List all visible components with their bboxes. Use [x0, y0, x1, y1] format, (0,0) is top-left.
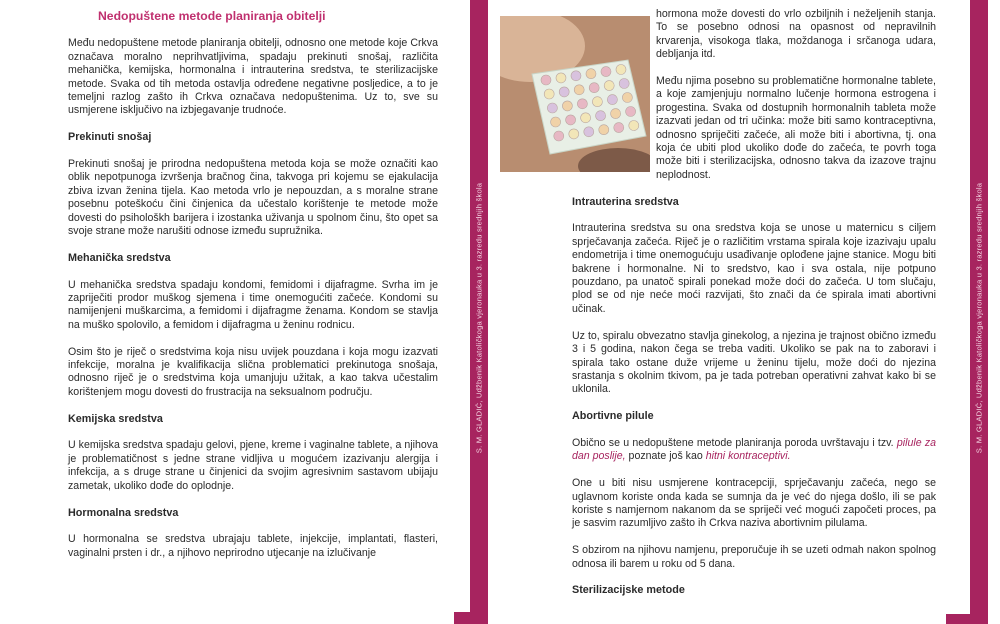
pill	[559, 87, 569, 97]
section-heading: Prekinuti snošaj	[68, 131, 152, 144]
pill	[554, 131, 564, 141]
spine-caption: S. M. GLADIĆ, Udžbenik Katoličkoga vjeronauka u 3. razredu srednjih škola	[474, 182, 484, 454]
page-title: Nedopuštene metode planiranja obitelji	[98, 9, 326, 23]
paragraph: S obzirom na njihovu namjenu, preporučuje ih se uzeti odmah nakon spolnog odnosa ili barem u roku od 5 dana.	[572, 544, 936, 570]
paragraph: Intrauterina sredstva su ona sredstva koja se unose u maternicu s ciljem sprječavanja začeća. Riječ je o različitim vrstama spirala koje izazivaju upalu endometrija i time onemogućuju usađivanje oplođene jajne stanice. Mogu biti bakrene i hormonalne. Ni to sredstvo, kao i sva ostala, nije potpuno pouzdano, pa unatoč spirali ponekad može doći do začeća. U tom slučaju, plod se od nje neće moći razvijati, što znači da će spirala imati abortivni učinak.	[572, 222, 936, 315]
section-heading: Intrauterina sredstva	[572, 195, 679, 208]
spine-caption: S. M. GLADIĆ, Udžbenik Katoličkoga vjeronauka u 3. razredu srednjih škola	[974, 182, 984, 454]
paragraph-text: Među njima posebno su problematične hormonalne tablete, a koje zamjenjuju normalno lučenje hormona estrogena i progestina. Svaka od dostupnih hormonalnih tableta može izazvati jedan od tri učinka: može biti samo kontraceptivna, odnosno spriječiti začeće, ali može biti i abortivna, tj. ona koja će ubiti plod ukoliko dođe do začeća, te povrh toga može biti i sterilizacijska, odnosno takva da izazove trajnu neplodnost.	[656, 75, 936, 181]
paragraph: Osim što je riječ o sredstvima koja nisu uvijek pouzdana i koja mogu izazvati infekcije, moralna je kvalifikacija slična problematici prekinutoga snošaja, odnosno riječ je o sredstvima koja umanjuju užitak, a kao takva učestalim korištenjem mogu dovesti do frustracija na seksualnom području.	[68, 345, 438, 398]
text-run: poznate još kao	[625, 450, 706, 463]
page-spine-right	[970, 0, 988, 624]
page-spine-middle	[470, 0, 488, 624]
paragraph	[572, 437, 936, 464]
emphasis-term: pilule za dan poslije,	[572, 436, 937, 463]
paragraph	[572, 75, 936, 182]
paragraph: U hormonalna se sredstva ubrajaju tablete, injekcije, implantati, flasteri, vaginalni prsten i dr., a njihovo neprirodno utjecanje na izlučivanje	[68, 533, 438, 559]
pill	[547, 103, 557, 113]
paragraph: One u biti nisu usmjerene kontracepciji, sprječavanju začeća, nego se uglavnom koriste onda kada se sumnja da je već do njega došlo, ili se pak koriste s namjernom nakanom da se spriječi već mogući započeti proces, pa je sasvim razumljivo zašto ih Crkva naziva abortivnim pilulama.	[572, 477, 936, 530]
pill	[556, 73, 566, 83]
pill	[541, 75, 551, 85]
paragraph: Prekinuti snošaj je prirodna nedopuštena metoda koja se može označiti kao oblik nepotpunoga izvršenja bračnog čina, takvoga pri kojemu se ejakulacija zbiva izvan ženina tijela. Kao metoda vrlo je nepouzdan, a s moralne strane posebnu poteškoću čini činjenica da učestalo korištenje te metode može dovesti do psihološkh barijera i izostanka uživanja u spolnom činu, što opet sa svoje strane može narušiti odnose između supružnika.	[68, 158, 438, 238]
paragraph: U kemijska sredstva spadaju gelovi, pjene, kreme i vaginalne tablete, a njihova je problematičnost s jedne strane vidljiva u mogućem izazivanju alergija i infekcija, a s druge strane u činjenici da svojim agresivnim sastavom ubijaju zametak, ukoliko dođe do oplodnje.	[68, 439, 438, 492]
section-heading: Hormonalna sredstva	[68, 506, 179, 519]
page-corner-tab	[946, 614, 970, 624]
right-page-text	[572, 8, 936, 611]
paragraph: U mehanička sredstva spadaju kondomi, femidomi i dijafragme. Svrha im je zapriječiti prodor muškog sjemena i time onemogućiti začeće. Kondomi su namijenjeni muškarcima, a femidomi i dijafragme ženama. Kondom se stavlja na muško spolovilo, a femidom i dijafragma u ženinu rodnicu.	[68, 278, 438, 331]
section-heading: Kemijska sredstva	[68, 412, 163, 425]
section-heading: Mehanička sredstva	[68, 251, 171, 264]
pill	[562, 101, 572, 111]
pill	[551, 117, 561, 127]
page-corner-tab	[454, 612, 470, 624]
intro-paragraph: Među nedopuštene metode planiranja obitelji, odnosno one metode koje Crkva označava moralno neprihvatljivima, spadaju prekinuti snošaj, različita mehanička, kemijska, hormonalna i intrauterina sredstva, te sterilizacijske metode. Svaka od tih metoda ostavlja određene negativne posljedice, a to je temeljni razlog zašto ih Crkva označava nedopuštenima. Uz to, sve su usmjerene isključivo na izbjegavanje trudnoće.	[68, 37, 438, 117]
paragraph: hormona može dovesti do vrlo ozbiljnih i neželjenih stanja. To se posebno odnosi na opasnost od nepravilnih krvarenja, visokoga tlaka, moždanoga i srčanoga udara, debljanja itd.	[656, 8, 936, 61]
left-page-text	[68, 8, 438, 574]
text-run: Obično se u nedopuštene metode planiranja poroda uvrštavaju i tzv.	[572, 436, 897, 449]
emphasis-term: hitni kontraceptivi.	[705, 450, 791, 463]
paragraph: Uz to, spiralu obvezatno stavlja ginekolog, a njezina je trajnost obično između 3 i 5 godina, nakon čega se treba vaditi. Ukoliko se pak na to zaboravi i spirala tako ostane duže vrijeme u ženinu tijelu, može doći do njezina srastanja s okolnim tkivom, pa je tada potreban operativni zahvat kako bi se uklonila.	[572, 329, 936, 396]
section-heading: Abortivne pilule	[572, 410, 654, 423]
pill	[544, 89, 554, 99]
section-heading: Sterilizacijske metode	[572, 584, 685, 597]
